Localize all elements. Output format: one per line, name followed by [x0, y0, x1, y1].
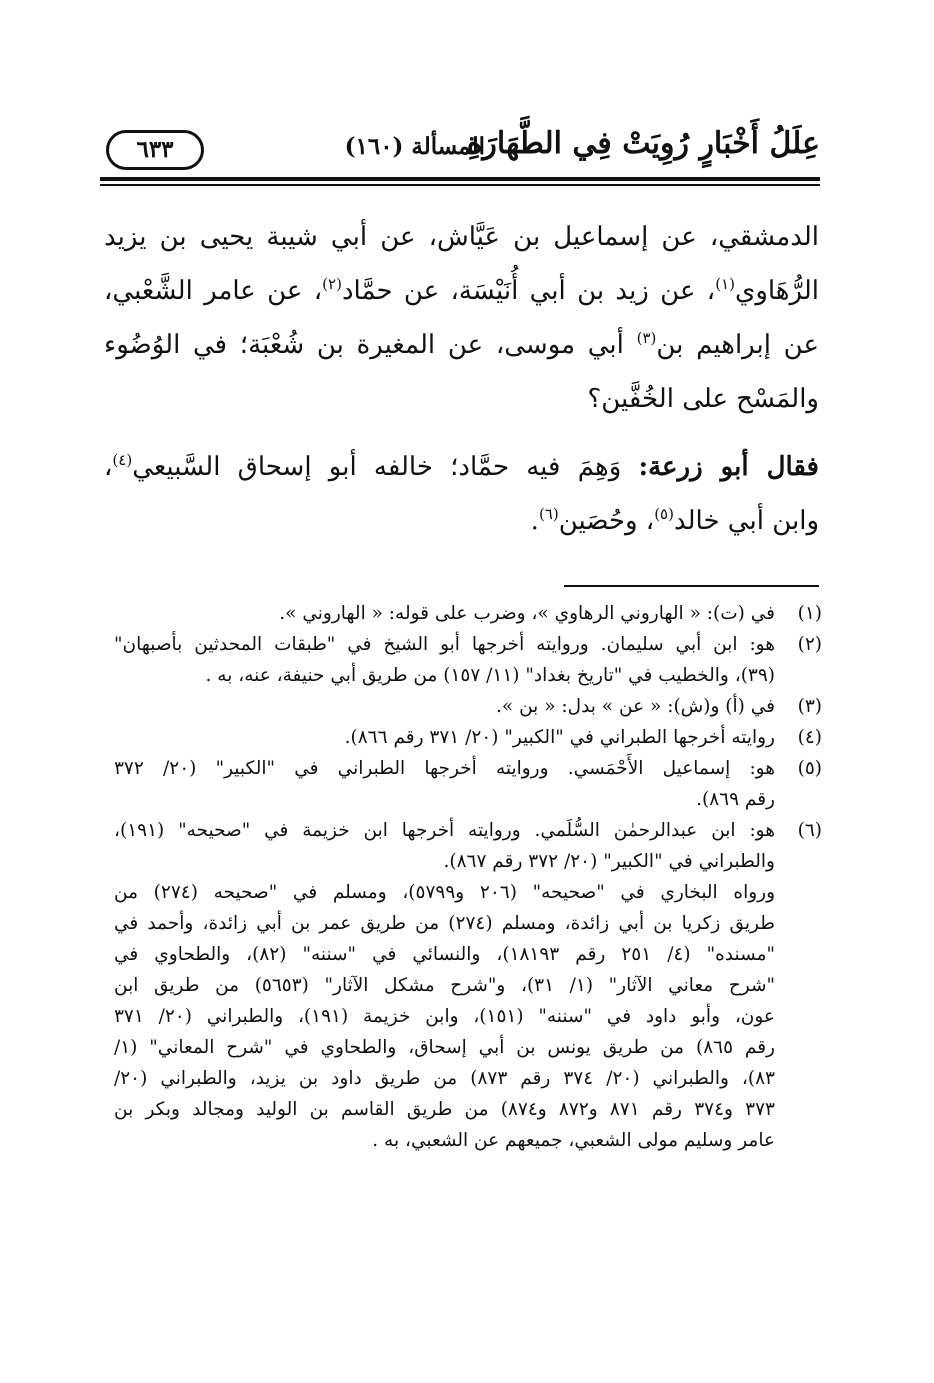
answer-line-2: [104, 494, 819, 548]
footnote-number: (١): [797, 603, 822, 624]
answer-label: فقال أبو زرعة:: [638, 452, 819, 482]
text-segment: وَهِمَ فيه حمَّاد؛ خالفه أبو إسحاق السَّبيعي: [132, 452, 639, 482]
paragraph-gap: [104, 426, 819, 440]
footnote-number: (٢): [797, 634, 822, 655]
footnote-line: والطبراني في "الكبير" (٢٠/ ٣٧٢ رقم ٨٦٧).: [443, 851, 775, 872]
main-line-3: [104, 318, 819, 372]
footnote-3: [114, 691, 822, 722]
book-title: عِلَلُ أَخْبَارٍ رُوِيَتْ فِي الطَّهَارَةِ: [466, 126, 820, 161]
answer-line-1: [104, 440, 819, 494]
footnote-4: [114, 722, 822, 753]
footnote-line: هو: ابن أبي سليمان. وروايته أخرجها أبو الشيخ في "طبقات المحدثين بأصبهان": [114, 634, 775, 655]
main-text: [104, 210, 819, 548]
header-rule-thick: [100, 177, 820, 181]
main-line-4: والمَسْح على الخُفَّين؟: [587, 384, 819, 414]
footnote-line: رقم ٨٦٩).: [696, 789, 775, 810]
footnote-line: هو: ابن عبدالرحمٰن السُّلَمي. وروايته أخرجها ابن خزيمة في "صحيحه" (١٩١)،: [114, 820, 775, 841]
text-segment: الرُّهَاوي: [734, 276, 819, 306]
footnote-1: [114, 598, 822, 629]
footnote-line: هو: إسماعيل الأَحْمَسي. وروايته أخرجها الطبراني في "الكبير" (٢٠/ ٣٧٢: [114, 758, 775, 779]
footnote-2: [114, 629, 822, 691]
footnote-line: عامر وسليم مولى الشعبي، جميعهم عن الشعبي، به .: [372, 1130, 775, 1151]
issue-label: المسألة (١٦٠): [344, 133, 485, 160]
footnote-ref: (٥): [654, 505, 674, 523]
footnote-6: [114, 815, 822, 1156]
text-segment: ،: [104, 452, 113, 482]
page-number: ٦٣٣: [106, 130, 204, 170]
footnotes: [114, 598, 822, 1156]
text-segment: وابن أبي خالد: [673, 506, 819, 536]
text-segment: ، وحُصَين: [558, 506, 655, 536]
footnote-number: (٤): [797, 727, 822, 748]
footnote-number: (٦): [797, 820, 822, 841]
footnote-line: ٨٣)، والطبراني (٢٠/ ٣٧٤ رقم ٨٧٣) من طريق داود بن يزيد، والطبراني (٢٠/: [114, 1068, 775, 1089]
text-segment: .: [530, 506, 539, 536]
footnote-line: "شرح معاني الآثار" (١/ ٣١)، و"شرح مشكل الآثار" (٥٦٥٣) من طريق ابن: [114, 975, 775, 996]
footnote-line: روايته أخرجها الطبراني في "الكبير" (٢٠/ ٣٧١ رقم ٨٦٦).: [344, 727, 775, 748]
text-segment: أبي موسى، عن المغيرة بن شُعْبَة؛ في الوُضُوء: [104, 330, 637, 360]
header-rule-thin: [100, 184, 820, 186]
footnote-line: "مسنده" (٤/ ٢٥١ رقم ١٨١٩٣)، والنسائي في "سننه" (٨٢)، والطحاوي في: [114, 944, 775, 965]
footnote-line: طريق زكريا بن أبي زائدة، ومسلم (٢٧٤) من طريق عمر بن أبي زائدة، وأحمد في: [114, 913, 775, 934]
main-line-2: [104, 264, 819, 318]
main-line-1: الدمشقي، عن إسماعيل بن عَيَّاش، عن أبي شيبة يحيى بن يزيد: [104, 222, 819, 252]
text-segment: ، عن زيد بن أبي أُنَيْسَة، عن حمَّاد: [341, 276, 716, 306]
footnote-separator: [564, 585, 819, 587]
footnote-ref: (٣): [636, 329, 657, 347]
footnote-ref: (١): [715, 275, 735, 293]
footnote-ref: (٤): [112, 451, 133, 469]
footnote-line: ورواه البخاري في "صحيحه" (٢٠٦ و٥٧٩٩)، ومسلم في "صحيحه (٢٧٤) من: [114, 882, 775, 903]
footnote-line: ٣٧٣ و٣٧٤ رقم ٨٧١ و٨٧٢ و٨٧٤) من طريق القاسم بن الوليد ومجالد وبكر بن: [114, 1099, 775, 1120]
footnote-number: (٣): [797, 696, 822, 717]
footnote-line: رقم ٨٦٥) من طريق يونس بن أبي إسحاق، والطحاوي في "شرح المعاني" (١/: [114, 1037, 775, 1058]
footnote-line: عون، وأبو داود في "سننه" (١٥١)، وابن خزيمة (١٩١)، والطبراني (٢٠/ ٣٧١: [114, 1006, 775, 1027]
footnote-line: في (أ) و(ش): « عن » بدل: « بن ».: [496, 696, 775, 717]
text-segment: عن إبراهيم بن: [656, 330, 819, 360]
footnote-ref: (٦): [538, 505, 559, 523]
footnote-number: (٥): [797, 758, 822, 779]
text-segment: ، عن عامر الشَّعْبي،: [104, 276, 323, 306]
footnote-line: (٣٩)، والخطيب في "تاريخ بغداد" (١١/ ١٥٧) من طريق أبي حنيفة، عنه، به .: [205, 665, 775, 686]
footnote-ref: (٢): [322, 275, 342, 293]
footnote-line: في (ت): « الهاروني الرهاوي »، وضرب على قوله: « الهاروني ».: [279, 603, 775, 624]
running-header: [100, 120, 820, 182]
footnote-5: [114, 753, 822, 815]
